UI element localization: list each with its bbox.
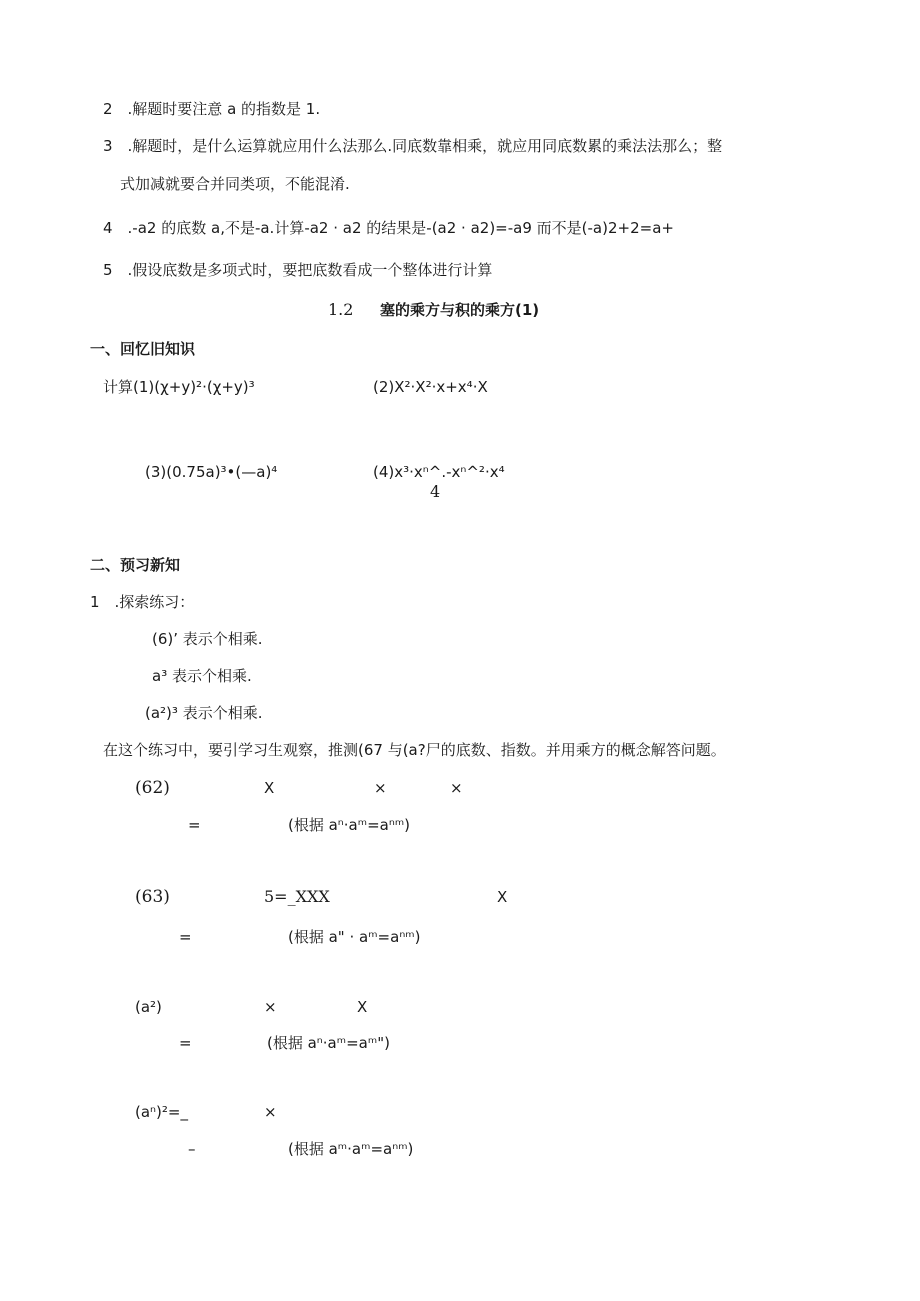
exercise-2-lhs: (63) (135, 887, 170, 907)
exercise-1-lhs: (62) (135, 778, 170, 798)
section-number: 1.2 (328, 300, 354, 319)
exercise-1-basis: (根据 aⁿ·aᵐ=aⁿᵐ) (288, 816, 411, 834)
review-question-4: (4)x³·xⁿ^.-xⁿ^²·x⁴ (373, 463, 505, 481)
exercise-2-basis: (根据 a" · aᵐ=aⁿᵐ) (288, 928, 421, 946)
exercise-4-equals: – (188, 1140, 196, 1158)
explore-line-c: (a²)³ 表示个相乘. (145, 704, 263, 722)
note-item-3-line2: 式加减就要合并同类项，不能混淆. (120, 175, 350, 193)
review-heading: 一、回忆旧知识 (90, 340, 196, 358)
explore-instruction: 在这个练习中，要引学习生观察，推测(67 与(a?尸的底数、指数。并用乘方的概念解答问题。 (103, 741, 726, 759)
exercise-1-term-a: X (264, 779, 275, 797)
exercise-1-term-c: × (450, 779, 463, 797)
note-item-2: 2 .解题时要注意 a 的指数是 1. (103, 100, 321, 118)
section-title: 塞的乘方与积的乘方(1) (380, 301, 540, 319)
exercise-3-term-a: × (264, 998, 277, 1016)
exercise-3-basis: (根据 aⁿ·aᵐ=aᵐ") (267, 1034, 390, 1052)
preview-heading: 二、预习新知 (90, 556, 181, 574)
explore-line-a: (6)’ 表示个相乘. (152, 630, 263, 648)
review-question-3: (3)(0.75a)³•(—a)⁴ (145, 463, 278, 481)
exercise-2-term-a: 5=_XXX (264, 887, 330, 906)
preview-item-1: 1 .探索练习： (90, 593, 195, 611)
exercise-4-term-a: × (264, 1103, 277, 1121)
exercise-4-lhs: (aⁿ)²=_ (135, 1103, 188, 1121)
note-item-5: 5 .假设底数是多项式时，要把底数看成一个整体进行计算 (103, 261, 493, 279)
exercise-3-term-b: X (357, 998, 368, 1016)
exercise-3-lhs: (a²) (135, 998, 162, 1016)
note-item-3-line1: 3 .解题时，是什么运算就应用什么法那么.同底数靠相乘，就应用同底数累的乘法法那么；整 (103, 137, 723, 155)
review-question-4-sub: 4 (430, 482, 441, 501)
exercise-1-equals: = (188, 816, 201, 834)
review-question-2: (2)X²·X²·x+x⁴·X (373, 378, 488, 396)
explore-line-b: a³ 表示个相乘. (152, 667, 252, 685)
exercise-2-term-b: X (497, 888, 508, 906)
review-question-1: 计算(1)(χ+y)²·(χ+y)³ (103, 378, 255, 396)
exercise-4-basis: (根据 aᵐ·aᵐ=aⁿᵐ) (288, 1140, 414, 1158)
exercise-2-equals: = (179, 928, 192, 946)
exercise-3-equals: = (179, 1034, 192, 1052)
exercise-1-term-b: × (374, 779, 387, 797)
note-item-4: 4 .-a2 的底数 a,不是-a.计算-a2 · a2 的结果是-(a2 · a2)=-a9 而不是(-a)2+2=a+ (103, 219, 674, 237)
